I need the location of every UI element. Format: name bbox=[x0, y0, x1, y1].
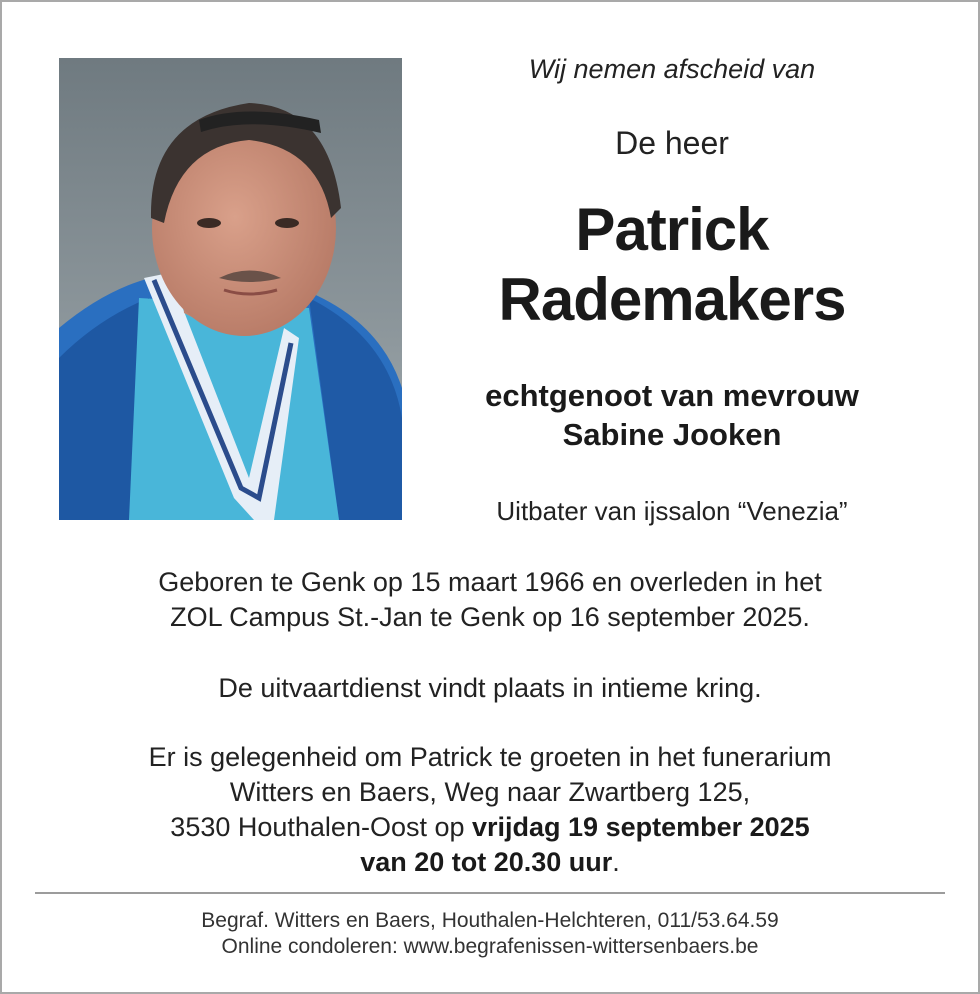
footer-funeral-home: Begraf. Witters en Baers, Houthalen-Helchteren, 011/53.64.59 bbox=[201, 909, 779, 932]
spouse-line-1: echtgenoot van mevrouw bbox=[485, 378, 859, 413]
portrait-photo bbox=[59, 58, 402, 520]
visit-line-2: Witters en Baers, Weg naar Zwartberg 125, bbox=[229, 777, 751, 807]
last-name: Rademakers bbox=[498, 266, 846, 333]
divider bbox=[35, 892, 945, 894]
occupation: Uitbater van ijssalon “Venezia” bbox=[496, 496, 848, 526]
visit-line-3 bbox=[0, 810, 980, 845]
deceased-name bbox=[402, 195, 942, 335]
footer-condolence-link[interactable]: Online condoleren: www.begrafenissen-wittersenbaers.be bbox=[221, 935, 759, 958]
spouse-info bbox=[402, 376, 942, 454]
visit-time: van 20 tot 20.30 uur bbox=[360, 847, 613, 877]
visit-line-4 bbox=[0, 845, 980, 880]
visit-period: . bbox=[612, 847, 620, 877]
visit-date: vrijdag 19 september 2025 bbox=[472, 812, 810, 842]
birth-line-2: ZOL Campus St.-Jan te Genk op 16 september 2025. bbox=[170, 602, 810, 632]
service-info: De uitvaartdienst vindt plaats in intieme kring. bbox=[218, 673, 762, 703]
footer bbox=[0, 908, 980, 960]
visitation-info bbox=[0, 740, 980, 880]
first-name: Patrick bbox=[575, 196, 769, 263]
honorific: De heer bbox=[615, 125, 729, 161]
birth-line-1: Geboren te Genk op 15 maart 1966 en overleden in het bbox=[158, 567, 822, 597]
intro-text: Wij nemen afscheid van bbox=[528, 54, 816, 84]
visit-address: 3530 Houthalen-Oost op bbox=[170, 812, 473, 842]
visit-line-1: Er is gelegenheid om Patrick te groeten in het funerarium bbox=[148, 742, 832, 772]
spouse-line-2: Sabine Jooken bbox=[562, 417, 782, 452]
birth-death-info bbox=[0, 565, 980, 635]
